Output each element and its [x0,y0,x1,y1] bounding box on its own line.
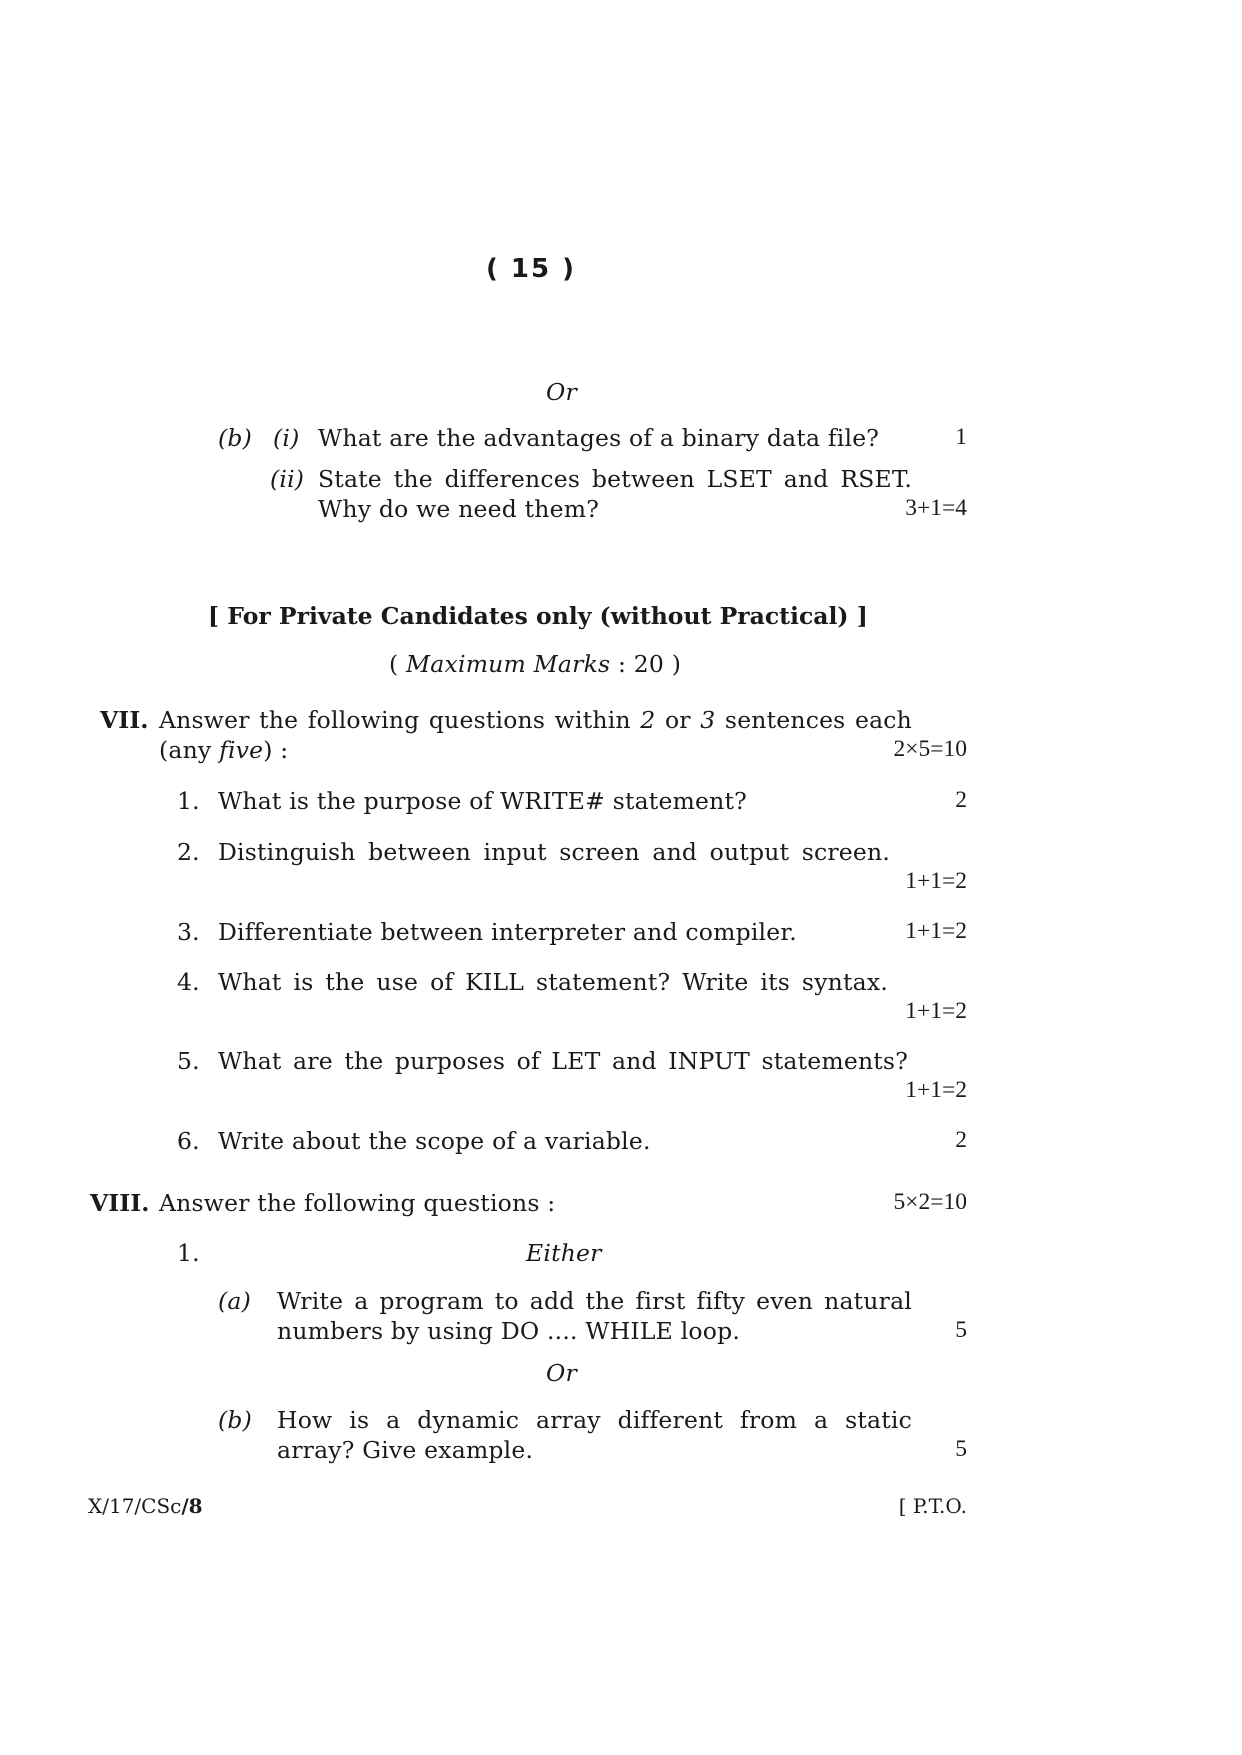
paper-code-b: /8 [181,1494,203,1518]
q-b-ii-label: (ii) [270,465,305,493]
q7-label: VII. [100,706,149,734]
q8-a-label: (a) [218,1287,251,1315]
q7-item-1-num: 1. [177,787,200,815]
q7-item-1-text: What is the purpose of WRITE# statement? [218,787,747,815]
q7-line1-b: sentences each [715,706,912,734]
max-marks-open: ( [389,650,407,678]
or-label: Or [546,378,577,406]
q7-item-4-marks: 1+1=2 [905,998,967,1024]
q7-line2 [159,736,288,764]
max-marks-label: Maximum Marks [406,650,611,678]
q8-a-line1: Write a program to add the first fifty even natural [277,1287,912,1315]
q7-item-6-num: 6. [177,1127,200,1155]
q8-b-label: (b) [218,1406,252,1434]
q7-item-4-num: 4. [177,968,200,996]
pto-label: [ P.T.O. [898,1494,967,1518]
max-marks [389,650,681,678]
q7-item-2-text: Distinguish between input screen and output screen. [218,838,890,866]
q-b-i-marks: 1 [955,424,967,450]
q8-b-marks: 5 [955,1436,967,1462]
q7-item-2-marks: 1+1=2 [905,868,967,894]
q7-item-1-marks: 2 [955,787,967,813]
q7-line1 [159,706,912,734]
q7-item-5-marks: 1+1=2 [905,1077,967,1103]
q7-item-6-marks: 2 [955,1127,967,1153]
paper-code-a: X/17/CSc [88,1494,182,1518]
page-number: ( 15 ) [486,254,577,284]
q7-item-3-text: Differentiate between interpreter and compiler. [218,918,797,946]
q8-a-marks: 5 [955,1317,967,1343]
q7-or: or [655,706,701,734]
q-b-ii-line2: Why do we need them? [318,495,600,523]
q8-b-line1: How is a dynamic array different from a static [277,1406,912,1434]
q7-marks: 2×5=10 [893,736,967,762]
q8-label: VIII. [90,1189,150,1217]
q7-line1-a: Answer the following questions within [159,706,641,734]
q8-marks: 5×2=10 [893,1189,967,1215]
q-b-ii-marks: 3+1=4 [905,495,967,521]
q7-item-2-num: 2. [177,838,200,866]
q7-five: five [219,736,264,764]
q-b-ii-line1: State the differences between LSET and RSET. [318,465,912,493]
q8-b-line2: array? Give example. [277,1436,534,1464]
q7-item-5-num: 5. [177,1047,200,1075]
q-b-label: (b) [218,424,252,452]
q7-item-3-num: 3. [177,918,200,946]
max-marks-value: : 20 ) [610,650,682,678]
q7-item-3-marks: 1+1=2 [905,918,967,944]
q7-two: 2 [640,706,656,734]
q8-a-line2: numbers by using DO .... WHILE loop. [277,1317,741,1345]
q7-item-5-text: What are the purposes of LET and INPUT statements? [218,1047,908,1075]
q-b-i-label: (i) [273,424,300,452]
q7-line2-b: ) : [263,736,289,764]
either-label: Either [526,1239,602,1267]
q7-three: 3 [700,706,716,734]
q8-item-1-num: 1. [177,1239,200,1267]
q7-line2-a: (any [159,736,220,764]
q7-item-4-text: What is the use of KILL statement? Write its syntax. [218,968,888,996]
q8-or-label: Or [546,1359,577,1387]
q8-text: Answer the following questions : [159,1189,556,1217]
private-heading: [ For Private Candidates only (without Practical) ] [208,602,868,630]
q-b-i-text: What are the advantages of a binary data file? [318,424,880,452]
q7-item-6-text: Write about the scope of a variable. [218,1127,651,1155]
paper-code [88,1494,203,1518]
